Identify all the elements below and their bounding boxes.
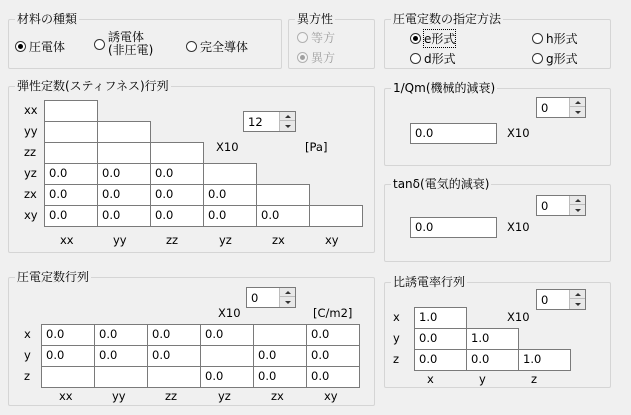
piezo-cell-x-yz[interactable]: 0.0	[200, 324, 254, 346]
piezo-exponent-value: 0	[251, 291, 259, 305]
elastic-row-label: zx	[24, 187, 37, 201]
tan-delta-exponent-spinner[interactable]	[536, 195, 586, 216]
permittivity-cell-z-z[interactable]: 1.0	[518, 349, 571, 371]
anisotropy-title: 異方性	[297, 12, 334, 26]
elastic-cell-zx-zz[interactable]: 0.0	[150, 184, 204, 206]
permittivity-col-label: y	[479, 372, 486, 386]
elastic-cell-zx-xx[interactable]: 0.0	[44, 184, 98, 206]
piezo-cell-y-yz[interactable]	[200, 345, 254, 367]
permittivity-cell-z-y[interactable]: 0.0	[466, 349, 519, 371]
elastic-exponent-spinner[interactable]	[243, 111, 296, 132]
piezo-cell-z-zz[interactable]	[147, 366, 201, 388]
elastic-col-label: xx	[60, 233, 74, 247]
tan-delta-exponent-buttons	[569, 196, 585, 215]
radio-isotropic[interactable]	[297, 29, 335, 46]
radio-perfect-conductor-dot[interactable]	[186, 41, 197, 52]
piezo-cell-z-yy[interactable]	[94, 366, 148, 388]
piezo-method-title: 圧電定数の指定方法	[393, 12, 502, 26]
radio-g-form-dot[interactable]	[532, 53, 543, 64]
piezo-exponent-label: X10	[218, 306, 241, 320]
piezo-cell-x-zx[interactable]	[253, 324, 307, 346]
permittivity-row-label: x	[393, 310, 400, 324]
piezo-cell-y-zz[interactable]: 0.0	[147, 345, 201, 367]
elastic-cell-xy-zz[interactable]: 0.0	[150, 205, 204, 227]
radio-d-form-label: d形式	[424, 52, 456, 66]
piezo-col-label: yz	[218, 389, 231, 403]
elastic-cell-yy-xx[interactable]	[44, 121, 98, 143]
spin-down-icon[interactable]	[570, 299, 585, 309]
elastic-exponent-buttons	[279, 112, 295, 131]
damping-title: 1/Qm(機械的減衰)	[393, 81, 496, 95]
elastic-cell-xy-zx[interactable]: 0.0	[256, 205, 310, 227]
elastic-exponent-value: 12	[248, 115, 263, 129]
piezo-row-label: z	[24, 369, 31, 383]
radio-piezoelectric-label: 圧電体	[29, 40, 66, 54]
piezo-cell-y-zx[interactable]: 0.0	[253, 345, 307, 367]
piezo-matrix-title: 圧電定数行列	[17, 270, 90, 284]
radio-d-form-dot[interactable]	[410, 53, 421, 64]
elastic-row-label: zz	[24, 145, 37, 159]
permittivity-cell-x-x[interactable]: 1.0	[414, 307, 467, 329]
tan-delta-exponent-label: X10	[507, 220, 530, 234]
piezo-exponent-buttons	[279, 288, 295, 307]
elastic-cell-zx-yy[interactable]: 0.0	[97, 184, 151, 206]
piezo-cell-x-xx[interactable]: 0.0	[41, 324, 95, 346]
radio-g-form[interactable]	[532, 50, 578, 67]
elastic-row-label: xx	[24, 103, 38, 117]
elastic-cell-xy-xx[interactable]: 0.0	[44, 205, 98, 227]
spin-down-icon[interactable]	[280, 297, 295, 307]
spin-down-icon[interactable]	[280, 121, 295, 131]
piezo-cell-y-xy[interactable]: 0.0	[306, 345, 360, 367]
radio-anisotropic-label: 異方	[311, 51, 336, 65]
piezo-cell-z-zx[interactable]: 0.0	[253, 366, 307, 388]
elastic-cell-yz-yz[interactable]	[203, 163, 257, 185]
damping-exponent-value: 0	[541, 101, 549, 115]
elastic-cell-yz-xx[interactable]: 0.0	[44, 163, 98, 185]
elastic-cell-yz-yy[interactable]: 0.0	[97, 163, 151, 185]
piezo-row-label: x	[24, 327, 31, 341]
piezo-cell-x-xy[interactable]: 0.0	[306, 324, 360, 346]
piezo-cell-z-yz[interactable]: 0.0	[200, 366, 254, 388]
radio-dielectric-dot[interactable]	[94, 39, 105, 50]
piezo-col-label: zx	[271, 389, 284, 403]
radio-e-form-dot[interactable]	[410, 33, 421, 44]
radio-perfect-conductor[interactable]	[186, 38, 248, 55]
piezo-col-label: yy	[112, 389, 126, 403]
radio-h-form-label: h形式	[546, 32, 578, 46]
permittivity-col-label: x	[427, 372, 434, 386]
damping-exponent-buttons	[569, 98, 585, 117]
spin-up-icon[interactable]	[570, 290, 585, 299]
piezo-col-label: xx	[59, 389, 73, 403]
elastic-row-label: yy	[24, 124, 38, 138]
tan-delta-exponent-value: 0	[541, 199, 549, 213]
elastic-col-label: yz	[219, 233, 232, 247]
spin-up-icon[interactable]	[570, 196, 585, 205]
permittivity-cell-y-x[interactable]: 0.0	[414, 328, 467, 350]
piezo-cell-x-yy[interactable]: 0.0	[94, 324, 148, 346]
permittivity-exponent-spinner[interactable]	[536, 289, 586, 310]
elastic-cell-xy-yy[interactable]: 0.0	[97, 205, 151, 227]
elastic-row-label: yz	[24, 166, 37, 180]
spin-up-icon[interactable]	[280, 288, 295, 297]
elastic-cell-zx-zx[interactable]	[256, 184, 310, 206]
permittivity-row-label: y	[393, 331, 400, 345]
elastic-cell-yy-yy[interactable]	[97, 121, 151, 143]
permittivity-exponent-buttons	[569, 290, 585, 309]
piezo-cell-z-xx[interactable]	[41, 366, 95, 388]
tan-delta-value-field[interactable]: 0.0	[410, 217, 497, 238]
radio-piezoelectric-dot[interactable]	[15, 41, 26, 52]
elastic-cell-xy-yz[interactable]: 0.0	[203, 205, 257, 227]
radio-perfect-conductor-label: 完全導体	[200, 40, 249, 54]
elastic-col-label: zx	[272, 233, 285, 247]
elastic-row-label: xy	[24, 208, 38, 222]
elastic-cell-zz-yy[interactable]	[97, 142, 151, 164]
radio-dielectric[interactable]	[94, 31, 153, 57]
piezo-unit: [C/m2]	[313, 306, 353, 320]
piezo-cell-y-xx[interactable]: 0.0	[41, 345, 95, 367]
permittivity-col-label: z	[531, 372, 538, 386]
tan-delta-title: tanδ(電気的減衰)	[393, 177, 490, 191]
elastic-cell-yz-zz[interactable]: 0.0	[150, 163, 204, 185]
radio-anisotropic-dot[interactable]	[297, 52, 308, 63]
elastic-cell-xy-xy[interactable]	[309, 205, 363, 227]
permittivity-cell-z-x[interactable]: 0.0	[414, 349, 467, 371]
permittivity-exponent-label: X10	[507, 310, 530, 324]
elastic-col-label: xy	[325, 233, 339, 247]
elastic-unit: [Pa]	[305, 140, 328, 154]
radio-d-form[interactable]	[410, 50, 456, 67]
piezo-exponent-spinner[interactable]	[246, 287, 296, 308]
permittivity-cell-y-y[interactable]: 1.0	[466, 328, 519, 350]
radio-h-form-dot[interactable]	[532, 33, 543, 44]
radio-e-form[interactable]	[410, 30, 455, 47]
elastic-cell-zx-yz[interactable]: 0.0	[203, 184, 257, 206]
spin-down-icon[interactable]	[570, 107, 585, 117]
radio-isotropic-label: 等方	[311, 31, 336, 45]
damping-exponent-label: X10	[507, 126, 530, 140]
damping-value-field[interactable]: 0.0	[410, 123, 497, 144]
piezo-cell-x-zz[interactable]: 0.0	[147, 324, 201, 346]
elastic-exponent-label: X10	[216, 140, 239, 154]
piezo-col-label: zz	[165, 389, 178, 403]
spin-up-icon[interactable]	[280, 112, 295, 121]
elastic-col-label: yy	[113, 233, 127, 247]
elastic-matrix-title: 弾性定数(スティフネス)行列	[17, 79, 169, 93]
radio-dielectric-label: 誘電体 (非圧電)	[108, 30, 154, 57]
permittivity-row-label: z	[393, 352, 400, 366]
spin-down-icon[interactable]	[570, 205, 585, 215]
radio-piezoelectric[interactable]	[15, 38, 65, 55]
elastic-cell-xx-xx[interactable]	[44, 100, 98, 122]
radio-g-form-label: g形式	[546, 52, 578, 66]
piezo-row-label: y	[24, 348, 31, 362]
permittivity-title: 比誘電率行列	[393, 275, 466, 289]
elastic-cell-zz-xx[interactable]	[44, 142, 98, 164]
permittivity-exponent-value: 0	[541, 293, 549, 307]
radio-anisotropic[interactable]	[297, 49, 335, 66]
spin-up-icon[interactable]	[570, 98, 585, 107]
radio-e-form-label: e形式	[424, 32, 456, 46]
radio-h-form[interactable]	[532, 30, 578, 47]
elastic-col-label: zz	[166, 233, 179, 247]
radio-isotropic-dot[interactable]	[297, 32, 308, 43]
piezo-cell-y-yy[interactable]: 0.0	[94, 345, 148, 367]
elastic-cell-zz-zz[interactable]	[150, 142, 204, 164]
material-type-title: 材料の種類	[17, 12, 78, 26]
damping-exponent-spinner[interactable]	[536, 97, 586, 118]
piezo-cell-z-xy[interactable]: 0.0	[306, 366, 360, 388]
piezo-col-label: xy	[324, 389, 338, 403]
